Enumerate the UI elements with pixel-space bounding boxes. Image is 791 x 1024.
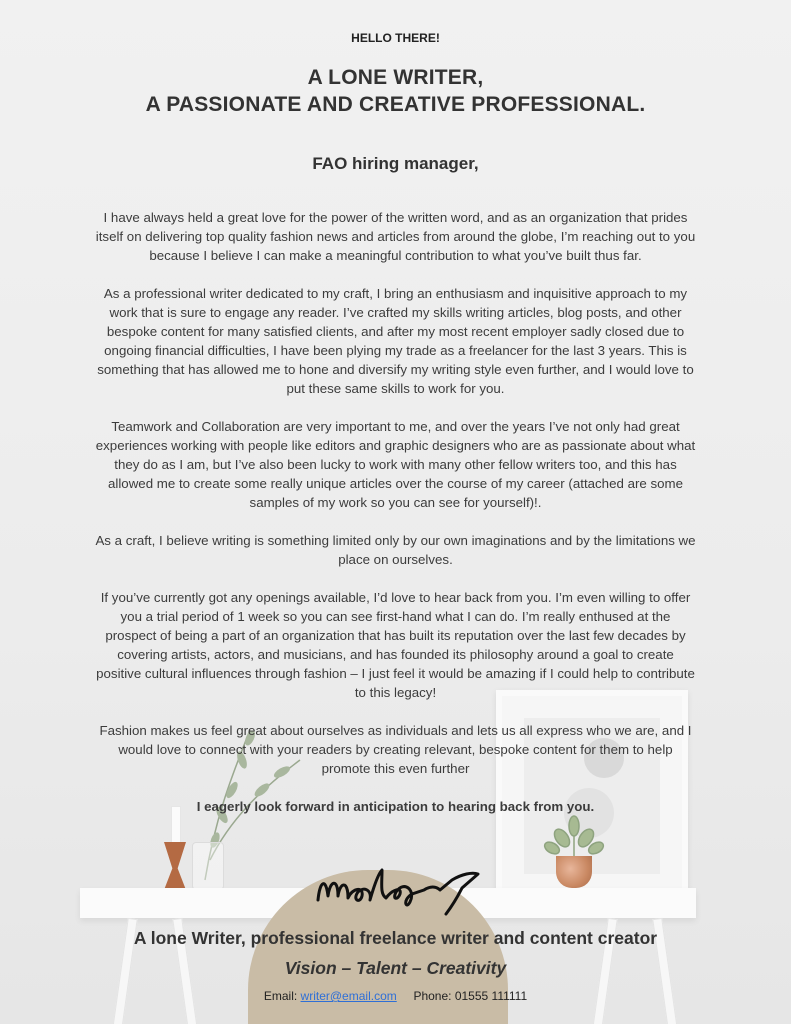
- greeting: HELLO THERE!: [351, 31, 440, 45]
- paragraph: Fashion makes us feel great about ourselves as individuals and lets us all express who we are, and I would love to connect with your readers by creating relevant, bespoke content for them to help promote this even further: [99, 723, 692, 776]
- salutation: FAO hiring manager,: [312, 154, 479, 173]
- closing-line: I eagerly look forward in anticipation to hearing back from you.: [196, 799, 595, 814]
- phone-label: Phone:: [413, 989, 452, 1003]
- handwritten-signature: [312, 860, 482, 920]
- contact-line: [0, 989, 791, 1003]
- email-link[interactable]: writer@email.com: [300, 989, 397, 1003]
- letter-body: [95, 208, 696, 835]
- paragraph: Teamwork and Collaboration are very important to me, and over the years I’ve not only had great experiences working with people like editors and graphic designers who are as passionate about what they do as I am, but I’ve also been lucky to work with many other fellow writers too, and this has allowed me to create some really unique articles over the course of my career (attached are some samples of my work so you can see for yourself)!.: [95, 419, 696, 510]
- paragraph: If you’ve currently got any openings available, I’d love to hear back from you. I’m even willing to offer you a trial period of 1 week so you can see first-hand what I can do. I’m really enthused at the prospect of being a part of an organization that has built its reputation over the last few decades by covering artists, actors, and musicians, and has founded its philosophy around a goal to create positive cultural influences through fashion – I just feel it would be amazing if I could help to contribute to this legacy!: [96, 590, 695, 700]
- copper-plant-pot: [556, 856, 592, 888]
- phone-number: 01555 111111: [454, 989, 528, 1003]
- tagline: Vision – Talent – Creativity: [284, 958, 507, 978]
- paragraph: As a craft, I believe writing is something limited only by our own imaginations and by the limitations we place on ourselves.: [95, 533, 696, 567]
- headline: [0, 64, 791, 118]
- headline-line-1: A LONE WRITER,: [307, 66, 484, 89]
- glass-vase: [192, 842, 224, 890]
- paragraph: I have always held a great love for the power of the written word, and as an organization that prides itself on delivering top quality fashion news and articles from around the globe, I’m reaching out to you because I believe I can make a meaningful contribution to what you’ve built thus far.: [95, 210, 696, 263]
- paragraph: As a professional writer dedicated to my craft, I bring an enthusiasm and inquisitive approach to my work that is sure to engage any reader. I’ve crafted my skills writing articles, blog posts, and other bespoke content for many satisfied clients, and after my most recent employer sadly closed due to ongoing financial difficulties, I have been plying my trade as a freelancer for the last 3 years. This is something that has allowed me to hone and diversify my writing style even further, and I would love to put these same skills to work for you.: [97, 286, 694, 396]
- email-label: Email:: [263, 989, 298, 1003]
- headline-line-2: A PASSIONATE AND CREATIVE PROFESSIONAL.: [145, 93, 646, 116]
- signoff-line: A lone Writer, professional freelance writer and content creator: [133, 928, 658, 948]
